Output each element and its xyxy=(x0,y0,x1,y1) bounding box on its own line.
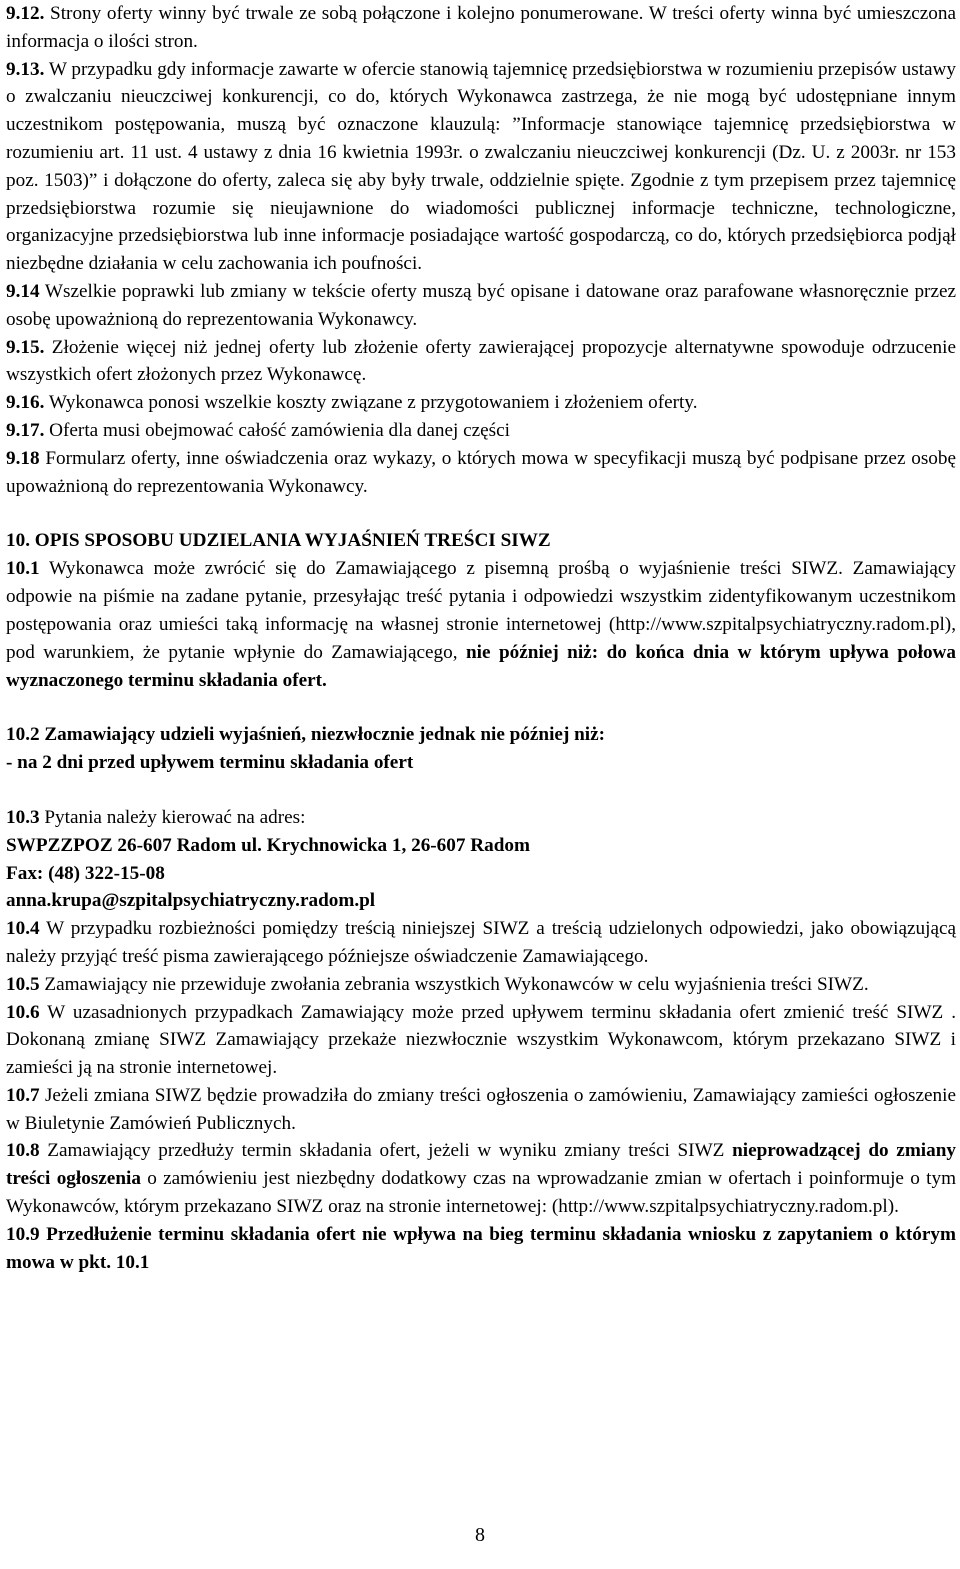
paragraph-number: 9.17. xyxy=(6,419,45,441)
paragraph-number: 9.13. xyxy=(6,58,45,80)
paragraph-number: 10.7 xyxy=(6,1084,40,1106)
paragraph-10-9 xyxy=(6,1221,956,1277)
spacer xyxy=(6,777,956,804)
paragraph-text: W przypadku gdy informacje zawarte w ofercie stanowią tajemnicę przedsiębiorstwa w rozumieniu przepisów ustawy o zwalczaniu nieuczciwej konkurencji, co do, których Wykonawca zastrzega, że nie mogą być udostępniane innym uczestnikom postępowania, muszą być oznaczone klauzulą: xyxy=(6,58,956,136)
paragraph-text: Zamawiający nie przewiduje zwołania zebrania wszystkich Wykonawców w celu wyjaśnienia treści SIWZ. xyxy=(39,973,869,995)
paragraph-10-7 xyxy=(6,1082,956,1138)
contact-email[interactable]: anna.krupa@szpitalpsychiatryczny.radom.pl xyxy=(6,890,376,912)
document-page xyxy=(6,0,956,1276)
paragraph-number: 10.2 xyxy=(6,724,40,746)
section-heading-10: 10. OPIS SPOSOBU UDZIELANIA WYJAŚNIEŃ TREŚCI SIWZ xyxy=(6,530,551,552)
paragraph-text: W uzasadnionych przypadkach Zamawiający może przed upływem terminu składania ofert zmienić treść SIWZ . Dokonaną zmianę SIWZ Zamawiający przekaże niezwłocznie wszystkim Wykonawcom, którym przekazano SIWZ i zamieści ją na stronie internetowej. xyxy=(6,1001,956,1079)
paragraph-text: Wykonawca może zwrócić się do Zamawiającego z pisemną prośbą o wyjaśnienie treści SIWZ. Zamawiający odpowie na piśmie na zadane pytanie, przesyłając treść pytania i odpowiedzi wszystkim zidentyfikowanym uczestnikom postępowania oraz umieści taką informację na własnej stronie internetowej (http://www.szpitalpsychiatryczny.radom.pl), pod warunkiem, że pytanie wpłynie do Zamawiającego, xyxy=(6,558,956,663)
paragraph-9-17 xyxy=(6,417,956,445)
paragraph-10-1 xyxy=(6,555,956,694)
paragraph-10-4 xyxy=(6,915,956,971)
paragraph-10-2 xyxy=(6,721,956,777)
paragraph-9-15 xyxy=(6,334,956,390)
paragraph-number: 10.4 xyxy=(6,918,40,940)
page-number: 8 xyxy=(475,1524,485,1546)
paragraph-10-5 xyxy=(6,971,956,999)
paragraph-text: W przypadku rozbieżności pomiędzy treścią niniejszej SIWZ a treścią udzielonych odpowiedzi, jako obowiązującą należy przyjąć treść pisma zawierającego późniejsze oświadczenie Zamawiającego. xyxy=(6,918,956,967)
paragraph-number: 10.6 xyxy=(6,1001,40,1023)
deadline-bold-text: nie później niż: do końca dnia w którym upływa połowa wyznaczonego terminu składania ofert. xyxy=(6,641,956,691)
paragraph-text: Jeżeli zmiana SIWZ będzie prowadziła do zmiany treści ogłoszenia o zamówieniu, Zamawiający zamieści ogłoszenie w Biuletynie Zamówień Publicznych. xyxy=(6,1084,956,1134)
paragraph-number: 10.9 xyxy=(6,1223,40,1245)
paragraph-text: Wykonawca ponosi wszelkie koszty związane z przygotowaniem i złożeniem oferty. xyxy=(44,392,698,414)
paragraph-number: 9.14 xyxy=(6,280,40,302)
spacer xyxy=(6,500,956,527)
paragraph-number: 10.1 xyxy=(6,558,40,580)
paragraph-number: 10.8 xyxy=(6,1140,40,1162)
paragraph-10-8 xyxy=(6,1137,956,1220)
contact-fax: Fax: (48) 322-15-08 xyxy=(6,862,165,884)
paragraph-number: 9.12. xyxy=(6,3,45,24)
paragraph-text: Pytania należy kierować na adres: xyxy=(39,806,306,828)
paragraph-9-13 xyxy=(6,56,956,278)
paragraph-text: Formularz oferty, inne oświadczenia oraz wykazy, o których mowa w specyfikacji muszą być podpisane przez osobę upoważnioną do reprezentowania Wykonawcy. xyxy=(6,447,956,497)
paragraph-number: 9.15. xyxy=(6,336,45,358)
paragraph-10-3 xyxy=(6,804,956,915)
paragraph-9-18 xyxy=(6,445,956,501)
paragraph-9-12 xyxy=(6,0,956,56)
paragraph-text: Zamawiający przedłuży termin składania ofert, jeżeli w wyniku zmiany treści SIWZ xyxy=(39,1140,733,1162)
paragraph-number: 9.18 xyxy=(6,447,40,469)
paragraph-number: 10.5 xyxy=(6,973,40,995)
paragraph-9-14 xyxy=(6,278,956,334)
paragraph-number: 9.16. xyxy=(6,392,45,414)
paragraph-text-continued: o zamówieniu jest niezbędny dodatkowy czas na wprowadzanie zmian w ofertach i poinformuje o tym Wykonawców, którym przekazano SIWZ oraz na stronie internetowej: (http://www.szpitalpsychiatryczny.radom.pl). xyxy=(6,1168,956,1218)
paragraph-number: 10.3 xyxy=(6,806,40,828)
paragraph-9-16 xyxy=(6,389,956,417)
clause-quote: ”Informacje stanowiące tajemnicę przedsiębiorstwa w rozumieniu art. 11 ust. 4 ustawy z dnia 16 kwietnia 1993r. o zwalczaniu nieuczciwej konkurencji (Dz. U. z 2003r. nr 153 poz. 1503)” xyxy=(6,114,956,191)
paragraph-text: Wszelkie poprawki lub zmiany w tekście oferty muszą być opisane i datowane oraz parafowane własnoręcznie przez osobę upoważnioną do reprezentowania Wykonawcy. xyxy=(6,280,956,330)
paragraph-text: Zamawiający udzieli wyjaśnień, niezwłocznie jednak nie później niż: xyxy=(39,724,606,746)
paragraph-text: Przedłużenie terminu składania ofert nie wpływa na bieg terminu składania wniosku z zapytaniem o którym mowa w pkt. 10.1 xyxy=(6,1223,956,1273)
paragraph-line-2: - na 2 dni przed upływem terminu składania ofert xyxy=(6,752,414,774)
contact-address: SWPZZPOZ 26-607 Radom ul. Krychnowicka 1, 26-607 Radom xyxy=(6,834,530,856)
paragraph-10-6 xyxy=(6,999,956,1082)
paragraph-text: Oferta musi obejmować całość zamówienia dla danej części xyxy=(44,419,510,441)
paragraph-text-continued: i dołączone do oferty, zaleca się aby były trwale, oddzielnie spięte. Zgodnie z tym przepisem przez tajemnicę przedsiębiorstwa rozumie się nieujawnione do wiadomości publicznej informacje techniczne, technologiczne, organizacyjne przedsiębiorstwa lub inne informacje posiadające wartość gospodarczą, co do, których przedsiębiorca podjął niezbędne działania w celu zachowania ich poufności. xyxy=(6,169,956,275)
spacer xyxy=(6,694,956,721)
emphasis-bold-text: nieprowadzącej do zmiany treści ogłoszenia xyxy=(6,1140,957,1190)
paragraph-text: Złożenie więcej niż jednej oferty lub złożenie oferty zawierającej propozycje alternatywne spowoduje odrzucenie wszystkich ofert złożonych przez Wykonawcę. xyxy=(6,336,956,386)
paragraph-text: Strony oferty winny być trwale ze sobą połączone i kolejno ponumerowane. W treści oferty winna być umieszczona informacja o ilości stron. xyxy=(6,3,956,52)
